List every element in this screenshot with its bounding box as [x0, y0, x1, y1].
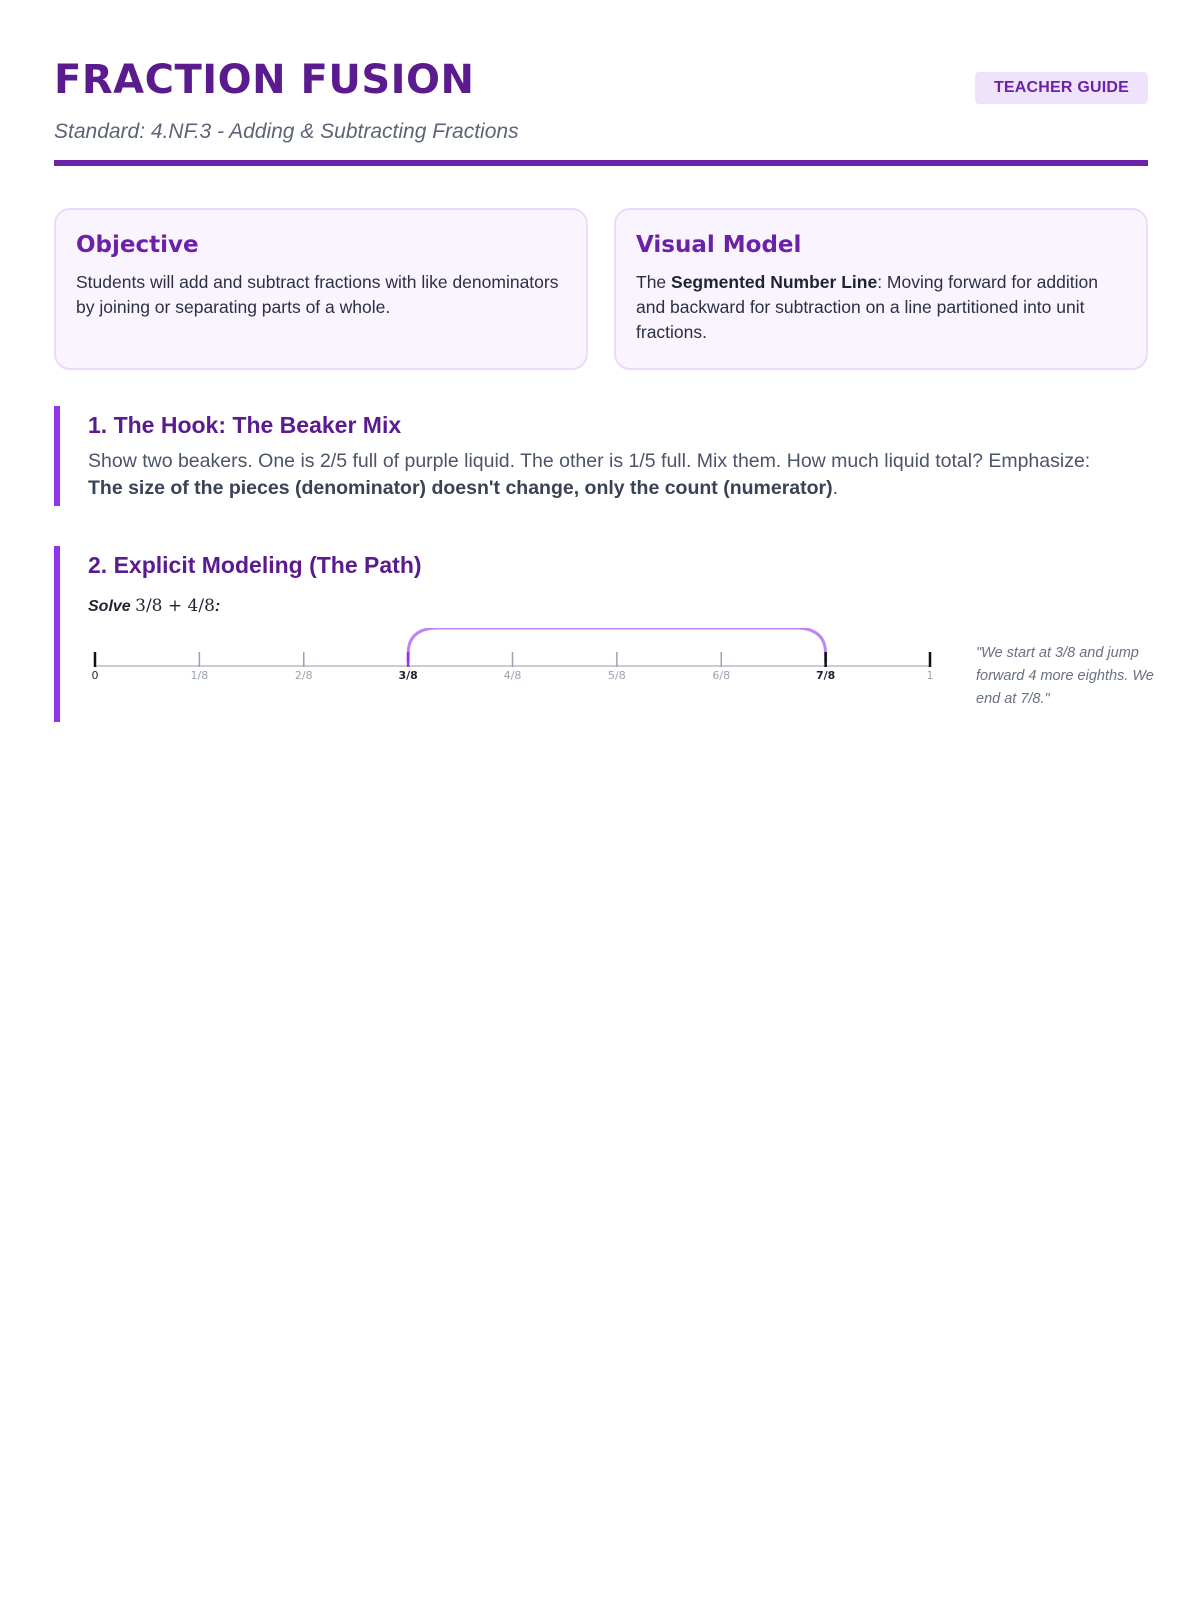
hook-body: Show two beakers. One is 2/5 full of purple liquid. The other is 1/5 full. Mix them. How much liquid total? Emphasize:	[88, 450, 1091, 472]
tick-label-6: 6/8	[712, 669, 731, 682]
tick-label-5: 5/8	[608, 669, 626, 682]
solve-prompt	[88, 596, 220, 616]
hook-emphasis: The size of the pieces (denominator) doesn't change, only the count (numerator)	[88, 477, 833, 499]
tick-label-1: 1/8	[190, 669, 209, 682]
solve-colon: :	[214, 598, 221, 615]
header	[54, 0, 1148, 166]
tick-label-8: 1	[926, 669, 934, 682]
tick-label-2: 2/8	[294, 669, 313, 682]
tick-label-7: 7/8	[815, 669, 836, 682]
segmented-number-line	[80, 628, 950, 688]
solve-label: Solve	[88, 598, 131, 615]
page	[54, 0, 1154, 707]
objective-title: Objective	[76, 232, 199, 258]
hook-text	[88, 448, 1128, 502]
visual-model-term: Segmented Number Line	[671, 272, 878, 292]
visual-model-description: : Moving forward for addition and backward for subtraction on a line partitioned into unit fractions.	[636, 272, 1098, 342]
modeling-section	[54, 546, 1154, 722]
solve-expression: 3/8 + 4/8	[135, 596, 215, 616]
visual-model-intro: The	[636, 272, 667, 292]
hook-section	[54, 406, 1154, 506]
modeling-title: 2. Explicit Modeling (The Path)	[88, 552, 422, 578]
objective-card	[54, 208, 588, 370]
hook-title: 1. The Hook: The Beaker Mix	[88, 412, 402, 438]
visual-model-text	[636, 270, 1126, 345]
tick-label-4: 4/8	[503, 669, 522, 682]
page-title: FRACTION FUSION	[54, 57, 475, 103]
hook-end: .	[832, 477, 839, 499]
objective-text: Students will add and subtract fractions with like denominators by joining or separating parts of a whole.	[76, 272, 559, 317]
tick-label-3: 3/8	[398, 669, 418, 682]
visual-model-card	[614, 208, 1148, 370]
teacher-script-quote: "We start at 3/8 and jump forward 4 more eighths. We end at 7/8."	[976, 645, 1154, 707]
standard-subtitle: Standard: 4.NF.3 - Adding & Subtracting Fractions	[54, 120, 519, 143]
teacher-guide-badge: TEACHER GUIDE	[975, 72, 1148, 104]
tick-label-0: 0	[91, 669, 99, 682]
visual-model-title: Visual Model	[636, 232, 802, 258]
header-divider	[54, 160, 1148, 166]
info-cards	[54, 208, 1148, 366]
